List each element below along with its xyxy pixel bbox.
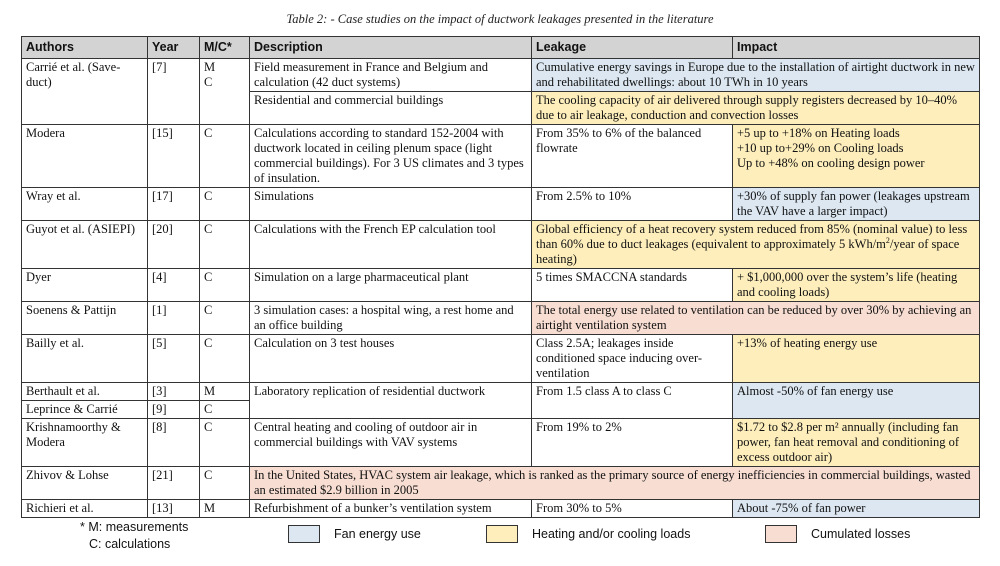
cell-leakage: Class 2.5A; leakages inside conditioned space inducing over-ventilation (532, 335, 733, 383)
cell-impact: +13% of heating energy use (733, 335, 980, 383)
header-mc: M/C* (200, 37, 250, 59)
cell-authors: Modera (22, 125, 148, 188)
impact-line: Up to +48% on cooling design power (737, 156, 925, 170)
cell-year: [17] (148, 188, 200, 221)
cell-year: [5] (148, 335, 200, 383)
cell-impact (733, 125, 980, 188)
cell-year: [15] (148, 125, 200, 188)
legend-item-fan (288, 525, 421, 543)
cell-authors: Richieri et al. (22, 500, 148, 518)
cell-impact (532, 221, 980, 269)
cell-authors: Bailly et al. (22, 335, 148, 383)
table-row (22, 221, 980, 269)
legend-swatch (288, 525, 320, 543)
cell-impact: Cumulative energy savings in Europe due to the installation of airtight ductwork in new and rehabilitated dwellings: about 10 TWh in 10 years (532, 59, 980, 92)
table-row (22, 467, 980, 500)
footnote-line: C: calculations (89, 537, 171, 551)
cell-authors: Krishnamoorthy & Modera (22, 419, 148, 467)
footnote-line: * M: measurements (80, 520, 189, 534)
cell-description: Simulations (250, 188, 532, 221)
mc-value: C (204, 75, 213, 89)
table-row (22, 302, 980, 335)
cell-description: Residential and commercial buildings (250, 92, 532, 125)
cell-description: Calculations with the French EP calculation tool (250, 221, 532, 269)
superscript: 2 (885, 235, 890, 245)
cell-mc: C (200, 269, 250, 302)
cell-mc (200, 59, 250, 125)
impact-line: +10 up to+29% on Cooling loads (737, 141, 904, 155)
cell-mc: C (200, 125, 250, 188)
cell-leakage: 5 times SMACCNA standards (532, 269, 733, 302)
cell-impact: About -75% of fan power (733, 500, 980, 518)
impact-text: /year of space heating) (536, 237, 960, 266)
cell-description: Calculations according to standard 152-2004 with ductwork located in ceiling plenum space (light commercial buildings). For 3 US climates and 3 types of insulation. (250, 125, 532, 188)
legend (0, 516, 1000, 566)
legend-label: Heating and/or cooling loads (532, 527, 691, 541)
cell-description: Simulation on a large pharmaceutical plant (250, 269, 532, 302)
cell-mc: C (200, 419, 250, 467)
table-row (22, 383, 980, 401)
table-row (22, 335, 980, 383)
cell-leakage: From 2.5% to 10% (532, 188, 733, 221)
cell-year: [21] (148, 467, 200, 500)
header-leakage: Leakage (532, 37, 733, 59)
cell-leakage: From 30% to 5% (532, 500, 733, 518)
cell-authors: Dyer (22, 269, 148, 302)
cell-mc: C (200, 188, 250, 221)
cell-year: [8] (148, 419, 200, 467)
cell-year: [1] (148, 302, 200, 335)
legend-item-heating (486, 525, 690, 543)
cell-impact: + $1,000,000 over the system’s life (heating and cooling loads) (733, 269, 980, 302)
legend-label: Fan energy use (334, 527, 421, 541)
header-year: Year (148, 37, 200, 59)
cell-year: [4] (148, 269, 200, 302)
cell-description: Calculation on 3 test houses (250, 335, 532, 383)
cell-authors: Guyot et al. (ASIEPI) (22, 221, 148, 269)
table-row (22, 125, 980, 188)
header-impact: Impact (733, 37, 980, 59)
header-authors: Authors (22, 37, 148, 59)
cell-year: [7] (148, 59, 200, 125)
table-row (22, 188, 980, 221)
cell-authors: Wray et al. (22, 188, 148, 221)
cell-authors: Leprince & Carrié (22, 401, 148, 419)
cell-impact: Almost -50% of fan energy use (733, 383, 980, 419)
legend-swatch (486, 525, 518, 543)
cell-leakage: From 1.5 class A to class C (532, 383, 733, 419)
cell-authors: Berthault et al. (22, 383, 148, 401)
cell-impact: In the United States, HVAC system air leakage, which is ranked as the primary source of energy inefficiencies in commercial buildings, wasted an estimated $2.9 billion in 2005 (250, 467, 980, 500)
case-studies-table (21, 36, 980, 518)
cell-impact: $1.72 to $2.8 per m² annually (including fan power, fan heat removal and conditioning of excess outdoor air) (733, 419, 980, 467)
table-row (22, 59, 980, 92)
cell-impact: The total energy use related to ventilation can be reduced by over 30% by achieving an airtight ventilation system (532, 302, 980, 335)
table-row (22, 269, 980, 302)
cell-description: 3 simulation cases: a hospital wing, a rest home and an office building (250, 302, 532, 335)
cell-impact: +30% of supply fan power (leakages upstream the VAV have a larger impact) (733, 188, 980, 221)
cell-authors: Zhivov & Lohse (22, 467, 148, 500)
impact-text: Global efficiency of a heat recovery system reduced from 85% (nominal value) to less than 60% due to duct leakages (equivalent to approximately 5 kWh/m (536, 222, 968, 251)
footnote (80, 519, 188, 553)
cell-leakage: From 35% to 6% of the balanced flowrate (532, 125, 733, 188)
cell-mc: M (200, 500, 250, 518)
cell-authors: Soenens & Pattijn (22, 302, 148, 335)
cell-year: [3] (148, 383, 200, 401)
cell-description: Laboratory replication of residential ductwork (250, 383, 532, 419)
cell-year: [13] (148, 500, 200, 518)
impact-line: +5 up to +18% on Heating loads (737, 126, 900, 140)
legend-label: Cumulated losses (811, 527, 911, 541)
cell-description: Refurbishment of a bunker’s ventilation system (250, 500, 532, 518)
table-row (22, 419, 980, 467)
cell-mc: C (200, 302, 250, 335)
table-header-row (22, 37, 980, 59)
cell-mc: C (200, 335, 250, 383)
table-caption: Table 2: - Case studies on the impact of ductwork leakages presented in the literature (286, 12, 714, 26)
cell-mc: C (200, 221, 250, 269)
cell-year: [9] (148, 401, 200, 419)
cell-authors: Carrié et al. (Save-duct) (22, 59, 148, 125)
cell-description: Central heating and cooling of outdoor air in commercial buildings with VAV systems (250, 419, 532, 467)
mc-value: M (204, 60, 216, 74)
legend-item-cumulated (765, 525, 910, 543)
cell-mc: C (200, 401, 250, 419)
cell-impact: The cooling capacity of air delivered through supply registers decreased by 10–40% due to air leakage, conduction and convection losses (532, 92, 980, 125)
legend-swatch (765, 525, 797, 543)
cell-mc: M (200, 383, 250, 401)
cell-year: [20] (148, 221, 200, 269)
cell-description: Field measurement in France and Belgium and calculation (42 duct systems) (250, 59, 532, 92)
header-description: Description (250, 37, 532, 59)
cell-mc: C (200, 467, 250, 500)
table-row (22, 500, 980, 518)
cell-leakage: From 19% to 2% (532, 419, 733, 467)
